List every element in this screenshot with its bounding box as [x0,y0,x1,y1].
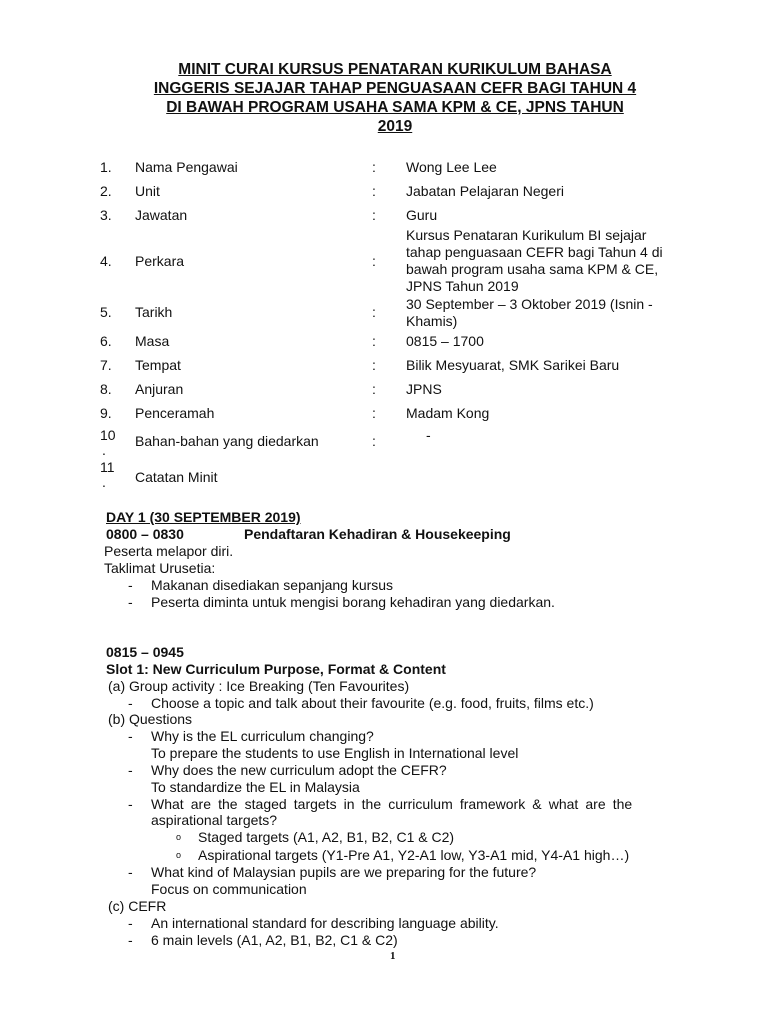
slot-time: 0815 – 0945 [106,644,184,660]
slot-title: Slot 1: New Curriculum Purpose, Format & Content [106,661,446,677]
day-heading: DAY 1 (30 SEPTEMBER 2019) [106,509,301,525]
title-line: 2019 [377,118,413,135]
sub-bullet-text: Staged targets (A1, A2, B1, B2, C1 & C2) [198,829,455,845]
bullet-dash: - [128,762,133,778]
row-value: Bilik Mesyuarat, SMK Sarikei Baru [406,357,620,373]
value-line: Khamis) [406,313,458,329]
row-colon: : [372,357,376,373]
slot-time: 0800 – 0830 [106,526,184,542]
value-line: tahap penguasaan CEFR bagi Tahun 4 di [406,244,663,260]
row-value: 0815 – 1700 [406,333,484,349]
row-label: Jawatan [135,207,188,223]
row-colon: : [372,381,376,397]
row-label: Tarikh [135,304,173,320]
bullet-text: What are the staged targets in the curriculum framework & what are the [151,796,633,812]
bullet-text: Why does the new curriculum adopt the CEFR? [151,762,447,778]
text-line: Taklimat Urusetia: [104,560,216,576]
answer-text: Focus on communication [151,881,307,897]
document-title [100,60,690,136]
bullet-text: aspirational targets? [151,812,278,828]
row-colon: : [372,304,376,320]
row-number: 8. [100,381,112,397]
row-number: 11 [100,459,115,475]
bullet-dash: - [128,695,133,711]
value-line: JPNS Tahun 2019 [406,278,519,294]
sub-bullet-text: Aspirational targets (Y1-Pre A1, Y2-A1 low, Y3-A1 mid, Y4-A1 high…) [198,847,630,863]
row-number-dot: . [102,442,106,458]
row-value: Guru [406,207,438,223]
row-label: Penceramah [135,405,215,421]
row-value [406,296,706,330]
row-colon: : [372,159,376,175]
bullet-dash: - [128,915,133,931]
circle-bullet: o [176,850,182,860]
bullet-dash: - [128,594,133,610]
bullet-dash: - [128,864,133,880]
bullet-dash: - [128,796,133,812]
row-number: 7. [100,357,112,373]
section-heading: (a) Group activity : Ice Breaking (Ten Favourites) [108,678,410,694]
bullet-text: Choose a topic and talk about their favourite (e.g. food, fruits, films etc.) [151,695,594,711]
row-colon: : [372,207,376,223]
title-line: INGGERIS SEJAJAR TAHAP PENGUASAAN CEFR BAGI TAHUN 4 [153,80,637,97]
title-line: DI BAWAH PROGRAM USAHA SAMA KPM & CE, JPNS TAHUN [166,99,624,116]
row-label: Unit [135,183,160,199]
row-number: 2. [100,183,112,199]
text-line: Peserta melapor diri. [104,543,234,559]
row-colon: : [372,433,376,449]
row-label: Perkara [135,253,185,269]
row-colon: : [372,333,376,349]
bullet-text: Makanan disediakan sepanjang kursus [151,577,394,593]
bullet-text: Peserta diminta untuk mengisi borang kehadiran yang diedarkan. [151,594,555,610]
section-heading: (b) Questions [108,711,193,727]
row-number: 3. [100,207,112,223]
bullet-text: Why is the EL curriculum changing? [151,728,374,744]
row-number-dot: . [102,474,106,490]
row-label: Nama Pengawai [135,159,238,175]
answer-text: To prepare the students to use English in International level [151,745,519,761]
row-number: 1. [100,159,112,175]
value-line: bawah program usaha sama KPM & CE, [406,261,659,277]
row-number: 9. [100,405,112,421]
answer-text: To standardize the EL in Malaysia [151,779,360,795]
row-label: Anjuran [135,381,184,397]
bullet-dash: - [128,932,133,948]
row-colon: : [372,253,376,269]
page-number: 1 [390,950,396,962]
slot-title: Pendaftaran Kehadiran & Housekeeping [244,526,511,542]
row-colon: : [372,183,376,199]
row-value: Wong Lee Lee [406,159,497,175]
row-value [406,227,706,295]
value-line: Kursus Penataran Kurikulum BI sejajar [406,227,647,243]
row-number: 6. [100,333,112,349]
row-value: Madam Kong [406,405,490,421]
row-number: 4. [100,253,112,269]
row-value: Jabatan Pelajaran Negeri [406,183,564,199]
bullet-text: An international standard for describing language ability. [151,915,499,931]
bullet-text: 6 main levels (A1, A2, B1, B2, C1 & C2) [151,932,398,948]
row-colon: : [372,405,376,421]
bullet-text: What kind of Malaysian pupils are we preparing for the future? [151,864,537,880]
row-label: Tempat [135,357,181,373]
row-label: Catatan Minit [135,469,218,485]
row-label: Masa [135,333,170,349]
section-heading: (c) CEFR [108,898,167,914]
value-line: 30 September – 3 Oktober 2019 (Isnin - [406,296,653,312]
row-value: JPNS [406,381,442,397]
row-value: - [426,427,431,443]
row-number: 10 [100,427,116,443]
row-label: Bahan-bahan yang diedarkan [135,433,319,449]
bullet-dash: - [128,577,133,593]
circle-bullet: o [176,832,182,842]
row-number: 5. [100,304,112,320]
bullet-dash: - [128,728,133,744]
title-line: MINIT CURAI KURSUS PENATARAN KURIKULUM BAHASA [178,61,612,78]
